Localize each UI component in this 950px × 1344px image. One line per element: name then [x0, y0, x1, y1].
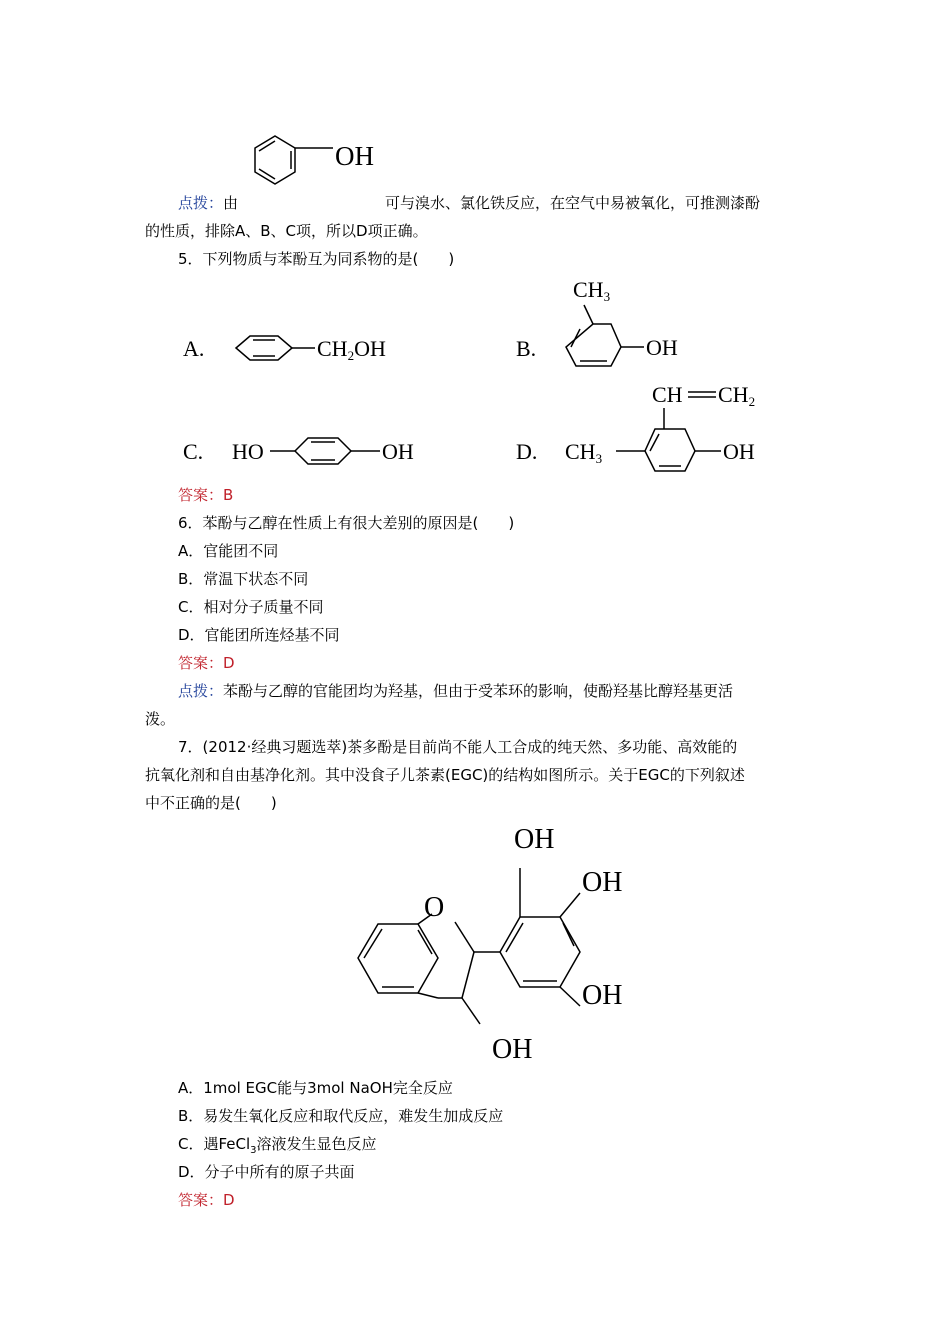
svg-text:CH3: CH3 [573, 277, 611, 304]
svg-text:C.: C. [183, 439, 204, 464]
q5-option-d [510, 375, 800, 475]
q7-answer: 答案：D [178, 1191, 235, 1209]
q5-stem: 5．下列物质与苯酚互为同系物的是( ) [178, 250, 455, 268]
svg-text:B.: B. [516, 336, 537, 361]
q5-answer: 答案：B [178, 486, 234, 504]
svg-text:OH: OH [492, 1034, 533, 1065]
q6-option-d: D．官能团所连烃基不同 [178, 626, 340, 644]
q6-option-a: A．官能团不同 [178, 542, 279, 560]
svg-text:CH2: CH2 [718, 382, 756, 409]
q7-stem-line1: 7．(2012·经典习题选萃)茶多酚是目前尚不能人工合成的纯天然、多功能、高效能的 [178, 738, 738, 756]
svg-text:OH: OH [646, 335, 678, 360]
q5-option-a [178, 322, 428, 377]
q6-tip: 点拨：苯酚与乙醇的官能团均为羟基，但由于受苯环的影响，使酚羟基比醇羟基更活 [178, 682, 734, 700]
svg-text:OH: OH [582, 980, 623, 1011]
q7-option-c: C．遇FeCl$_3$溶液发生显色反应 [178, 1135, 377, 1156]
svg-text:OH: OH [382, 439, 414, 464]
tip4-line2: 的性质，排除A、B、C项，所以D项正确。 [145, 222, 428, 240]
phenol-oh: OH [335, 141, 374, 171]
q6-option-b: B．常温下状态不同 [178, 570, 309, 588]
q6-stem: 6．苯酚与乙醇在性质上有很大差别的原因是( ) [178, 514, 515, 532]
tip4-line1-rest: 可与溴水、氯化铁反应，在空气中易被氧化，可推测漆酚 [385, 194, 761, 212]
tip-label: 点拨： [178, 682, 224, 700]
svg-text:CH3: CH3 [565, 439, 603, 466]
tip-label: 点拨： [178, 194, 224, 212]
egc-structure [330, 818, 650, 1068]
q7-stem-line3: 中不正确的是( ) [145, 794, 277, 812]
svg-text:HO: HO [232, 439, 264, 464]
tip4-line1: 点拨：由 [178, 194, 239, 212]
svg-text:A.: A. [183, 336, 205, 361]
svg-text:OH: OH [723, 439, 755, 464]
svg-text:OH: OH [514, 824, 555, 855]
q6-option-c: C．相对分子质量不同 [178, 598, 324, 616]
svg-text:D.: D. [516, 439, 538, 464]
svg-text:OH: OH [582, 867, 623, 898]
q5-option-c [178, 428, 448, 473]
q7-option-b: B．易发生氧化反应和取代反应，难发生加成反应 [178, 1107, 504, 1125]
ring-oxygen: O [424, 892, 445, 923]
svg-text:CH: CH [652, 382, 683, 407]
q6-answer: 答案：D [178, 654, 235, 672]
svg-text:CH2OH: CH2OH [317, 336, 386, 363]
q6-tip-line2: 泼。 [145, 710, 176, 728]
q7-option-d: D．分子中所有的原子共面 [178, 1163, 355, 1181]
q5-option-b [510, 270, 730, 375]
phenol-structure [245, 128, 395, 208]
q7-stem-line2: 抗氧化剂和自由基净化剂。其中没食子儿茶素(EGC)的结构如图所示。关于EGC的下列叙述 [145, 766, 745, 784]
q7-option-a: A．1mol EGC能与3mol NaOH完全反应 [178, 1079, 453, 1097]
